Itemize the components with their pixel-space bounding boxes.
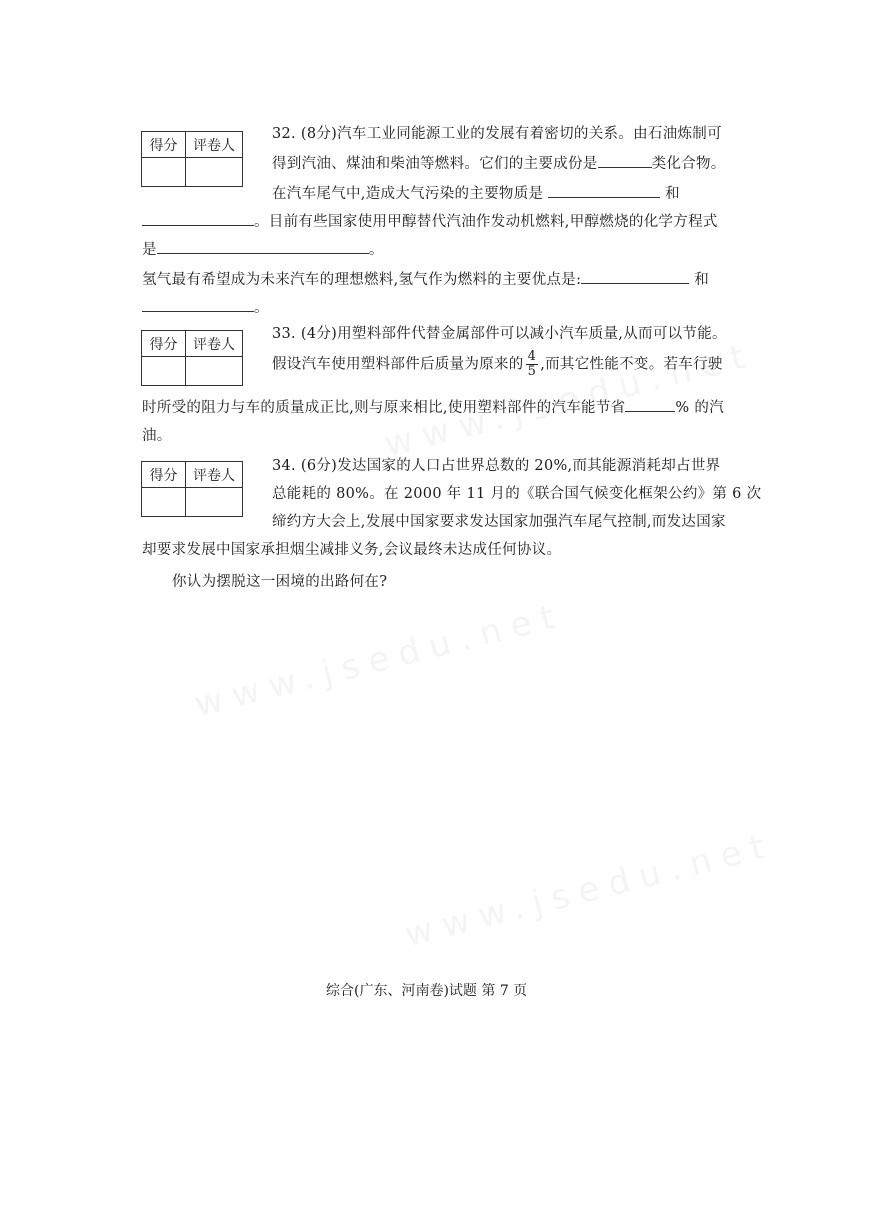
- fraction: [526, 350, 539, 379]
- score-cell: [142, 158, 186, 186]
- q32-text: 是: [142, 242, 157, 258]
- q32-text: 。: [368, 242, 384, 258]
- q32-text: 。目前有些国家使用甲醇替代汽油作发动机燃料,甲醇燃烧的化学方程式: [254, 214, 718, 230]
- score-box-q34: [141, 461, 243, 517]
- q32-line-4: [142, 210, 718, 231]
- q32-line-6: [142, 268, 709, 289]
- q34-line-4: 却要求发展中国家承担烟尘减排义务,会议最终未达成任何协议。: [142, 542, 562, 558]
- q32-text: 类化合物。: [651, 156, 726, 172]
- grader-cell: [186, 158, 242, 186]
- q32-text: 在汽车尾气中,造成大气污染的主要物质是: [272, 186, 544, 202]
- q34-question: 你认为摆脱这一困境的出路何在?: [172, 574, 388, 590]
- q33-text: % 的汽: [675, 400, 725, 416]
- score-label: 得分: [142, 132, 186, 158]
- answer-blank[interactable]: [548, 183, 660, 198]
- q32-line-5: [142, 238, 384, 259]
- answer-blank[interactable]: [142, 297, 254, 312]
- q33-line-2: [272, 350, 723, 379]
- q34-line-1: 34. (6分)发达国家的人口占世界总数的 20%,而其能源消耗却占世界: [272, 458, 721, 474]
- score-label: 得分: [142, 331, 186, 357]
- q32-line-3: [272, 182, 680, 203]
- score-cell: [142, 488, 186, 516]
- grader-cell: [186, 357, 242, 385]
- answer-blank[interactable]: [157, 239, 369, 254]
- q32-text: 氢气最有希望成为未来汽车的理想燃料,氢气作为燃料的主要优点是:: [142, 272, 582, 288]
- q33-line-4: 油。: [142, 428, 172, 444]
- answer-blank[interactable]: [625, 397, 675, 412]
- grader-cell: [186, 488, 242, 516]
- q34-line-3: 缔约方大会上,发展中国家要求发达国家加强汽车尾气控制,而发达国家: [272, 514, 726, 530]
- q32-text: 和: [665, 186, 680, 202]
- fraction-denominator: 5: [527, 364, 537, 379]
- q32-line-7: [142, 296, 269, 317]
- q33-text: ,而其它性能不变。若车行驶: [540, 356, 723, 373]
- q32-line-1: 32. (8分)汽车工业同能源工业的发展有着密切的关系。由石油炼制可: [272, 126, 722, 142]
- grader-label: 评卷人: [186, 462, 242, 488]
- answer-blank[interactable]: [581, 269, 689, 284]
- q32-line-2: [272, 152, 726, 173]
- answer-blank[interactable]: [142, 211, 254, 226]
- fraction-numerator: 4: [527, 349, 537, 364]
- q34-line-2: 总能耗的 80%。在 2000 年 11 月的《联合国气候变化框架公约》第 6 次: [272, 486, 762, 502]
- q32-text: 和: [694, 272, 710, 288]
- answer-area[interactable]: [142, 600, 714, 960]
- q32-text: 得到汽油、煤油和柴油等燃料。它们的主要成份是: [272, 156, 598, 172]
- grader-label: 评卷人: [186, 132, 242, 158]
- q33-text: 时所受的阻力与车的质量成正比,则与原来相比,使用塑料部件的汽车能节省: [142, 400, 626, 416]
- page-footer: 综合(广东、河南卷)试题 第 7 页: [326, 983, 528, 999]
- score-box-q32: [141, 131, 243, 187]
- score-cell: [142, 357, 186, 385]
- score-box-q33: [141, 330, 243, 386]
- answer-blank[interactable]: [598, 153, 652, 168]
- q33-line-1: 33. (4分)用塑料部件代替金属部件可以减小汽车质量,从而可以节能。: [272, 326, 727, 342]
- grader-label: 评卷人: [186, 331, 242, 357]
- score-label: 得分: [142, 462, 186, 488]
- q33-text: 假设汽车使用塑料部件后质量为原来的: [272, 356, 524, 373]
- q32-text: 。: [254, 300, 269, 316]
- q33-line-3: [142, 396, 724, 417]
